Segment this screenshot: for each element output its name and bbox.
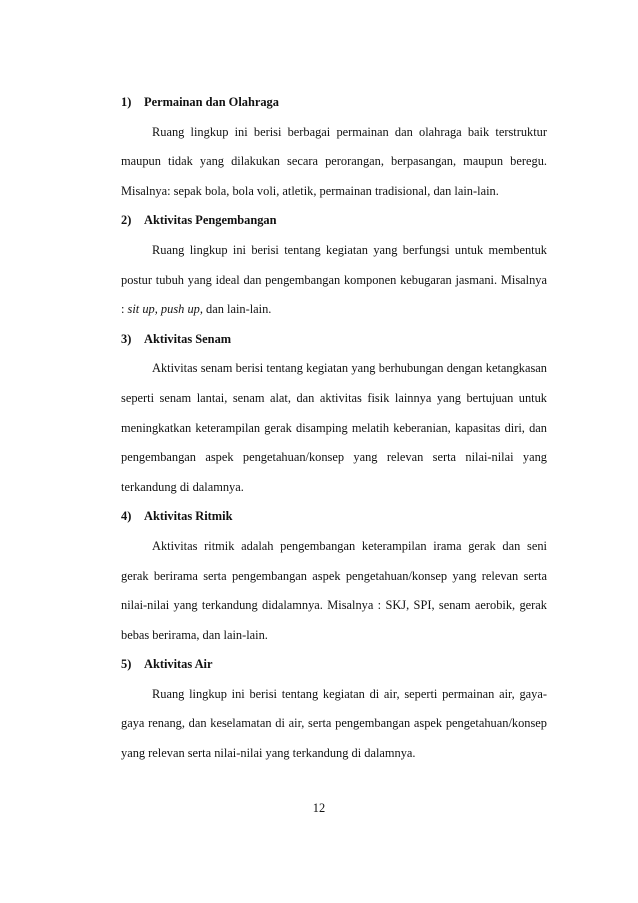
section-title: Aktivitas Pengembangan (144, 213, 277, 228)
section-heading (121, 650, 547, 680)
section-title: Aktivitas Ritmik (144, 509, 233, 524)
section-aktivitas-ritmik (121, 502, 547, 650)
section-title: Aktivitas Air (144, 657, 213, 672)
section-paragraph: Aktivitas ritmik adalah pengembangan keterampilan irama gerak dan seni gerak berirama serta pengembangan aspek pengetahuan/konsep yang relevan serta nilai-nilai yang terkandung didalamnya. Misalnya : SKJ, SPI, senam aerobik, gerak bebas berirama, dan lain-lain. (121, 538, 547, 642)
section-aktivitas-pengembangan (121, 206, 547, 324)
paragraph-italic-text: sit up, push up, (127, 302, 203, 317)
section-paragraph: Ruang lingkup ini berisi tentang kegiatan di air, seperti permainan air, gaya-gaya renang, dan keselamatan di air, serta pengembangan aspek pengetahuan/konsep yang relevan serta nilai-nilai yang terkandung di dalamnya. (121, 686, 547, 761)
section-number: 3) (121, 331, 132, 346)
section-aktivitas-senam (121, 325, 547, 503)
section-heading (121, 325, 547, 355)
section-heading (121, 502, 547, 532)
section-permainan-dan-olahraga (121, 88, 547, 206)
section-paragraph: Ruang lingkup ini berisi berbagai permainan dan olahraga baik terstruktur maupun tidak yang dilakukan secara perorangan, berpasangan, maupun beregu. Misalnya: sepak bola, bola voli, atletik, permainan tradisional, dan lain-lain. (121, 124, 547, 198)
section-heading (121, 206, 547, 236)
page-body (121, 88, 547, 769)
section-aktivitas-air (121, 650, 547, 768)
section-title: Permainan dan Olahraga (144, 95, 279, 109)
paragraph-text: Ruang lingkup ini berisi tentang kegiatan yang berfungsi untuk membentuk postur tubuh yang ideal dan pengembangan komponen kebugaran jasmani. Misalnya : (121, 242, 547, 317)
section-heading (121, 88, 547, 118)
section-number: 4) (121, 509, 132, 524)
paragraph-text-end: dan lain-lain. (202, 302, 272, 317)
section-paragraph (121, 236, 547, 325)
section-number: 2) (121, 213, 132, 228)
section-number: 1) (121, 95, 132, 109)
page-number: 12 (312, 801, 326, 815)
section-title: Aktivitas Senam (144, 331, 232, 346)
section-paragraph: Aktivitas senam berisi tentang kegiatan yang berhubungan dengan ketangkasan seperti senam lantai, senam alat, dan aktivitas fisik lainnya yang bertujuan untuk meningkatkan keterampilan gerak disamping melatih keberanian, kapasitas diri, dan pengembangan aspek pengetahuan/konsep yang relevan serta nilai-nilai yang terkandung di dalamnya. (121, 361, 547, 494)
section-number: 5) (121, 657, 132, 672)
